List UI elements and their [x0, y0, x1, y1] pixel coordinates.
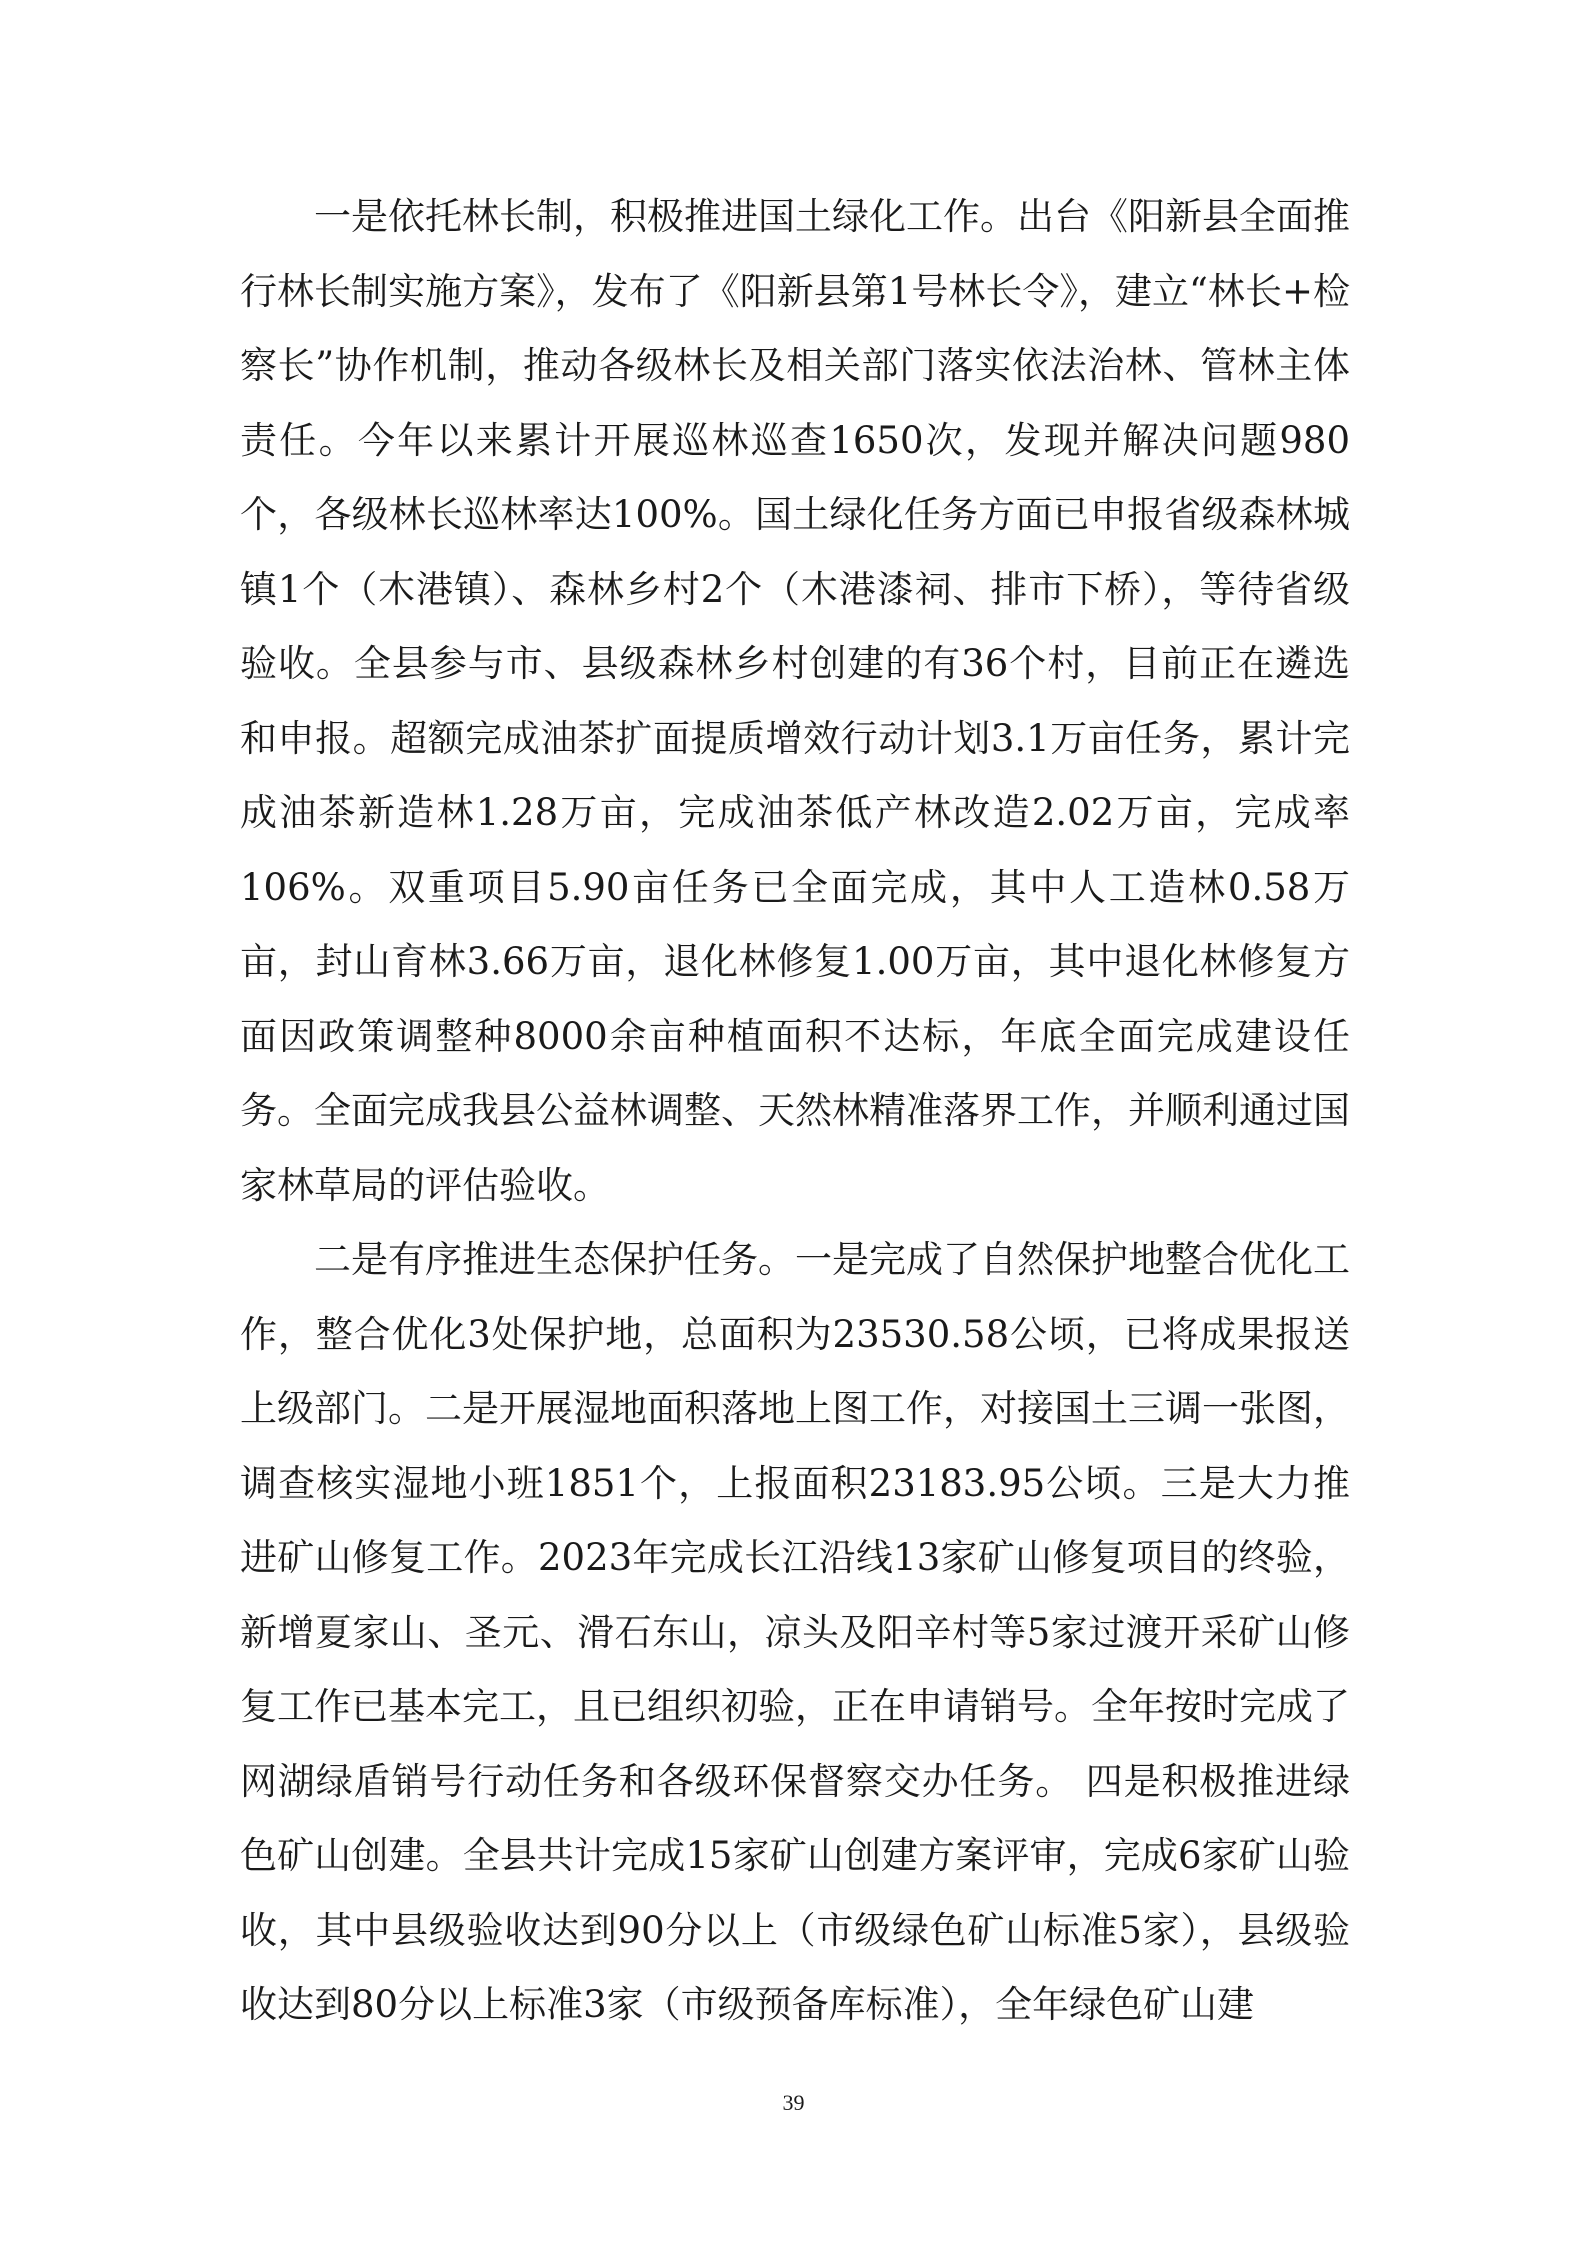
body-text — [240, 180, 1350, 2043]
paragraph-forest-chief-system: 一是依托林长制，积极推进国土绿化工作。出台《阳新县全面推行林长制实施方案》，发布了《阳新县第1号林长令》，建立“林长+检察长”协作机制，推动各级林长及相关部门落实依法治林、管林主体责任。今年以来累计开展巡林巡查1650次，发现并解决问题980个，各级林长巡林率达100%。国土绿化任务方面已申报省级森林城镇1个（木港镇）、森林乡村2个（木港漆祠、排市下桥），等待省级验收。全县参与市、县级森林乡村创建的有36个村，目前正在遴选和申报。超额完成油茶扩面提质增效行动计划3.1万亩任务，累计完成油茶新造林1.28万亩，完成油茶低产林改造2.02万亩，完成率106%。双重项目5.90亩任务已全面完成，其中人工造林0.58万亩，封山育林3.66万亩，退化林修复1.00万亩，其中退化林修复方面因政策调整种8000余亩种植面积不达标，年底全面完成建设任务。全面完成我县公益林调整、天然林精准落界工作，并顺利通过国家林草局的评估验收。 — [240, 195, 1350, 1207]
page-number: 39 — [782, 2090, 805, 2115]
paragraph-ecological-protection: 二是有序推进生态保护任务。一是完成了自然保护地整合优化工作，整合优化3处保护地，总面积为23530.58公顷，已将成果报送上级部门。二是开展湿地面积落地上图工作，对接国土三调一张图，调查核实湿地小班1851个，上报面积23183.95公顷。三是大力推进矿山修复工作。2023年完成长江沿线13家矿山修复项目的终验，新增夏家山、圣元、滑石东山，凉头及阳辛村等5家过渡开采矿山修复工作已基本完工，且已组织初验，正在申请销号。全年按时完成了网湖绿盾销号行动任务和各级环保督察交办任务。 四是积极推进绿色矿山创建。全县共计完成15家矿山创建方案评审，完成6家矿山验收，其中县级验收达到90分以上（市级绿色矿山标准5家），县级验收达到80分以上标准3家（市级预备库标准），全年绿色矿山建 — [240, 1238, 1350, 2026]
